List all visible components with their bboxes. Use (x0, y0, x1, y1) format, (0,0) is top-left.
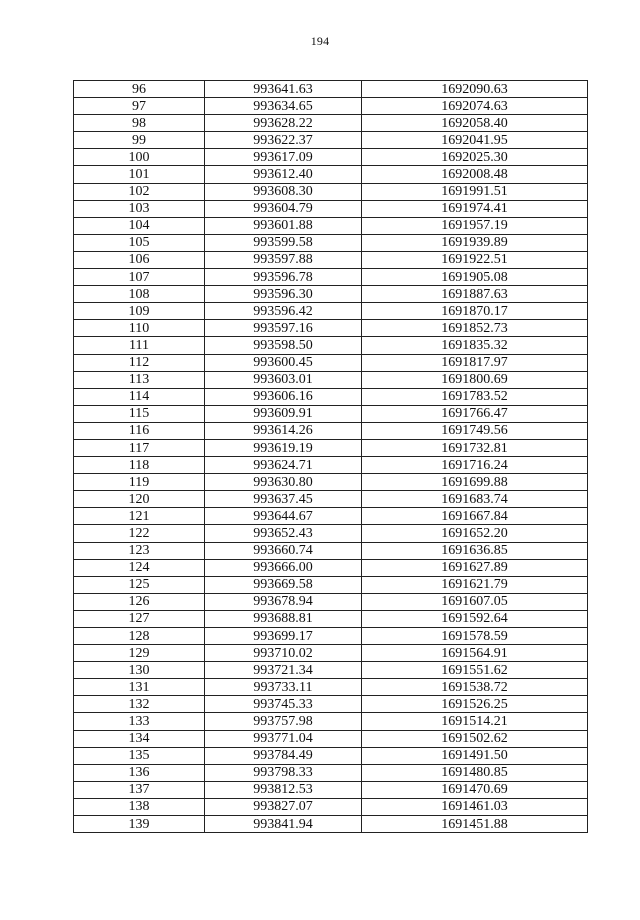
point-number-cell: 135 (74, 747, 205, 764)
table-row (74, 781, 588, 798)
y-coordinate-cell: 1691491.50 (362, 747, 588, 764)
x-coordinate-cell: 993624.71 (205, 457, 362, 474)
point-number-cell: 120 (74, 491, 205, 508)
point-number-cell: 102 (74, 183, 205, 200)
point-number-cell: 104 (74, 217, 205, 234)
coordinates-table-body (74, 81, 588, 833)
table-row (74, 149, 588, 166)
x-coordinate-cell: 993619.19 (205, 439, 362, 456)
point-number-cell: 100 (74, 149, 205, 166)
table-row (74, 798, 588, 815)
y-coordinate-cell: 1691732.81 (362, 439, 588, 456)
table-row (74, 98, 588, 115)
x-coordinate-cell: 993812.53 (205, 781, 362, 798)
point-number-cell: 137 (74, 781, 205, 798)
point-number-cell: 134 (74, 730, 205, 747)
y-coordinate-cell: 1691451.88 (362, 816, 588, 833)
x-coordinate-cell: 993603.01 (205, 371, 362, 388)
table-row (74, 525, 588, 542)
x-coordinate-cell: 993757.98 (205, 713, 362, 730)
y-coordinate-cell: 1692041.95 (362, 132, 588, 149)
y-coordinate-cell: 1691470.69 (362, 781, 588, 798)
table-row (74, 354, 588, 371)
table-row (74, 81, 588, 98)
x-coordinate-cell: 993596.42 (205, 303, 362, 320)
table-row (74, 337, 588, 354)
table-row (74, 730, 588, 747)
y-coordinate-cell: 1691749.56 (362, 422, 588, 439)
y-coordinate-cell: 1691683.74 (362, 491, 588, 508)
point-number-cell: 128 (74, 628, 205, 645)
point-number-cell: 109 (74, 303, 205, 320)
table-row (74, 610, 588, 627)
y-coordinate-cell: 1691551.62 (362, 662, 588, 679)
y-coordinate-cell: 1691922.51 (362, 251, 588, 268)
y-coordinate-cell: 1691538.72 (362, 679, 588, 696)
y-coordinate-cell: 1691817.97 (362, 354, 588, 371)
table-row (74, 559, 588, 576)
y-coordinate-cell: 1692058.40 (362, 115, 588, 132)
y-coordinate-cell: 1691835.32 (362, 337, 588, 354)
table-row (74, 251, 588, 268)
point-number-cell: 110 (74, 320, 205, 337)
table-row (74, 491, 588, 508)
table-row (74, 439, 588, 456)
y-coordinate-cell: 1691699.88 (362, 474, 588, 491)
y-coordinate-cell: 1691461.03 (362, 798, 588, 815)
x-coordinate-cell: 993597.88 (205, 251, 362, 268)
x-coordinate-cell: 993634.65 (205, 98, 362, 115)
table-row (74, 747, 588, 764)
x-coordinate-cell: 993600.45 (205, 354, 362, 371)
x-coordinate-cell: 993641.63 (205, 81, 362, 98)
y-coordinate-cell: 1691783.52 (362, 388, 588, 405)
table-row (74, 115, 588, 132)
x-coordinate-cell: 993652.43 (205, 525, 362, 542)
table-row (74, 422, 588, 439)
x-coordinate-cell: 993609.91 (205, 405, 362, 422)
table-row (74, 662, 588, 679)
x-coordinate-cell: 993601.88 (205, 217, 362, 234)
point-number-cell: 98 (74, 115, 205, 132)
x-coordinate-cell: 993612.40 (205, 166, 362, 183)
y-coordinate-cell: 1692025.30 (362, 149, 588, 166)
x-coordinate-cell: 993733.11 (205, 679, 362, 696)
x-coordinate-cell: 993771.04 (205, 730, 362, 747)
point-number-cell: 99 (74, 132, 205, 149)
x-coordinate-cell: 993630.80 (205, 474, 362, 491)
y-coordinate-cell: 1691974.41 (362, 200, 588, 217)
x-coordinate-cell: 993628.22 (205, 115, 362, 132)
point-number-cell: 103 (74, 200, 205, 217)
table-row (74, 320, 588, 337)
point-number-cell: 136 (74, 764, 205, 781)
table-row (74, 628, 588, 645)
y-coordinate-cell: 1691578.59 (362, 628, 588, 645)
point-number-cell: 116 (74, 422, 205, 439)
point-number-cell: 124 (74, 559, 205, 576)
point-number-cell: 122 (74, 525, 205, 542)
point-number-cell: 119 (74, 474, 205, 491)
y-coordinate-cell: 1691766.47 (362, 405, 588, 422)
point-number-cell: 107 (74, 269, 205, 286)
y-coordinate-cell: 1691526.25 (362, 696, 588, 713)
y-coordinate-cell: 1691607.05 (362, 593, 588, 610)
table-row (74, 217, 588, 234)
page-number: 194 (310, 34, 330, 48)
point-number-cell: 138 (74, 798, 205, 815)
x-coordinate-cell: 993678.94 (205, 593, 362, 610)
x-coordinate-cell: 993617.09 (205, 149, 362, 166)
point-number-cell: 117 (74, 439, 205, 456)
point-number-cell: 133 (74, 713, 205, 730)
table-row (74, 457, 588, 474)
table-row (74, 593, 588, 610)
x-coordinate-cell: 993637.45 (205, 491, 362, 508)
table-row (74, 816, 588, 833)
point-number-cell: 101 (74, 166, 205, 183)
coordinates-table (73, 80, 588, 833)
x-coordinate-cell: 993798.33 (205, 764, 362, 781)
x-coordinate-cell: 993614.26 (205, 422, 362, 439)
y-coordinate-cell: 1691905.08 (362, 269, 588, 286)
x-coordinate-cell: 993784.49 (205, 747, 362, 764)
point-number-cell: 105 (74, 234, 205, 251)
point-number-cell: 114 (74, 388, 205, 405)
table-row (74, 388, 588, 405)
point-number-cell: 97 (74, 98, 205, 115)
x-coordinate-cell: 993599.58 (205, 234, 362, 251)
point-number-cell: 123 (74, 542, 205, 559)
x-coordinate-cell: 993669.58 (205, 576, 362, 593)
y-coordinate-cell: 1691627.89 (362, 559, 588, 576)
y-coordinate-cell: 1691564.91 (362, 645, 588, 662)
x-coordinate-cell: 993660.74 (205, 542, 362, 559)
x-coordinate-cell: 993710.02 (205, 645, 362, 662)
x-coordinate-cell: 993598.50 (205, 337, 362, 354)
y-coordinate-cell: 1691852.73 (362, 320, 588, 337)
table-row (74, 508, 588, 525)
y-coordinate-cell: 1692074.63 (362, 98, 588, 115)
y-coordinate-cell: 1691716.24 (362, 457, 588, 474)
y-coordinate-cell: 1691636.85 (362, 542, 588, 559)
table-row (74, 645, 588, 662)
x-coordinate-cell: 993606.16 (205, 388, 362, 405)
y-coordinate-cell: 1692008.48 (362, 166, 588, 183)
point-number-cell: 121 (74, 508, 205, 525)
table-row (74, 405, 588, 422)
point-number-cell: 118 (74, 457, 205, 474)
y-coordinate-cell: 1691991.51 (362, 183, 588, 200)
x-coordinate-cell: 993604.79 (205, 200, 362, 217)
x-coordinate-cell: 993622.37 (205, 132, 362, 149)
table-row (74, 576, 588, 593)
y-coordinate-cell: 1691592.64 (362, 610, 588, 627)
table-row (74, 542, 588, 559)
point-number-cell: 96 (74, 81, 205, 98)
table-row (74, 371, 588, 388)
table-row (74, 286, 588, 303)
point-number-cell: 132 (74, 696, 205, 713)
y-coordinate-cell: 1691652.20 (362, 525, 588, 542)
point-number-cell: 139 (74, 816, 205, 833)
table-row (74, 713, 588, 730)
y-coordinate-cell: 1691667.84 (362, 508, 588, 525)
y-coordinate-cell: 1691939.89 (362, 234, 588, 251)
table-row (74, 200, 588, 217)
x-coordinate-cell: 993644.67 (205, 508, 362, 525)
y-coordinate-cell: 1691480.85 (362, 764, 588, 781)
x-coordinate-cell: 993597.16 (205, 320, 362, 337)
table-row (74, 474, 588, 491)
point-number-cell: 130 (74, 662, 205, 679)
point-number-cell: 113 (74, 371, 205, 388)
y-coordinate-cell: 1692090.63 (362, 81, 588, 98)
table-row (74, 132, 588, 149)
table-row (74, 696, 588, 713)
table-row (74, 764, 588, 781)
point-number-cell: 108 (74, 286, 205, 303)
y-coordinate-cell: 1691887.63 (362, 286, 588, 303)
x-coordinate-cell: 993721.34 (205, 662, 362, 679)
x-coordinate-cell: 993688.81 (205, 610, 362, 627)
x-coordinate-cell: 993608.30 (205, 183, 362, 200)
point-number-cell: 126 (74, 593, 205, 610)
point-number-cell: 106 (74, 251, 205, 268)
y-coordinate-cell: 1691514.21 (362, 713, 588, 730)
x-coordinate-cell: 993596.78 (205, 269, 362, 286)
point-number-cell: 111 (74, 337, 205, 354)
x-coordinate-cell: 993745.33 (205, 696, 362, 713)
table-row (74, 303, 588, 320)
point-number-cell: 115 (74, 405, 205, 422)
table-row (74, 269, 588, 286)
table-row (74, 166, 588, 183)
x-coordinate-cell: 993596.30 (205, 286, 362, 303)
table-row (74, 183, 588, 200)
table-row (74, 679, 588, 696)
x-coordinate-cell: 993841.94 (205, 816, 362, 833)
table-row (74, 234, 588, 251)
y-coordinate-cell: 1691502.62 (362, 730, 588, 747)
y-coordinate-cell: 1691621.79 (362, 576, 588, 593)
point-number-cell: 127 (74, 610, 205, 627)
y-coordinate-cell: 1691800.69 (362, 371, 588, 388)
y-coordinate-cell: 1691870.17 (362, 303, 588, 320)
point-number-cell: 129 (74, 645, 205, 662)
point-number-cell: 125 (74, 576, 205, 593)
x-coordinate-cell: 993699.17 (205, 628, 362, 645)
y-coordinate-cell: 1691957.19 (362, 217, 588, 234)
x-coordinate-cell: 993666.00 (205, 559, 362, 576)
x-coordinate-cell: 993827.07 (205, 798, 362, 815)
point-number-cell: 112 (74, 354, 205, 371)
point-number-cell: 131 (74, 679, 205, 696)
